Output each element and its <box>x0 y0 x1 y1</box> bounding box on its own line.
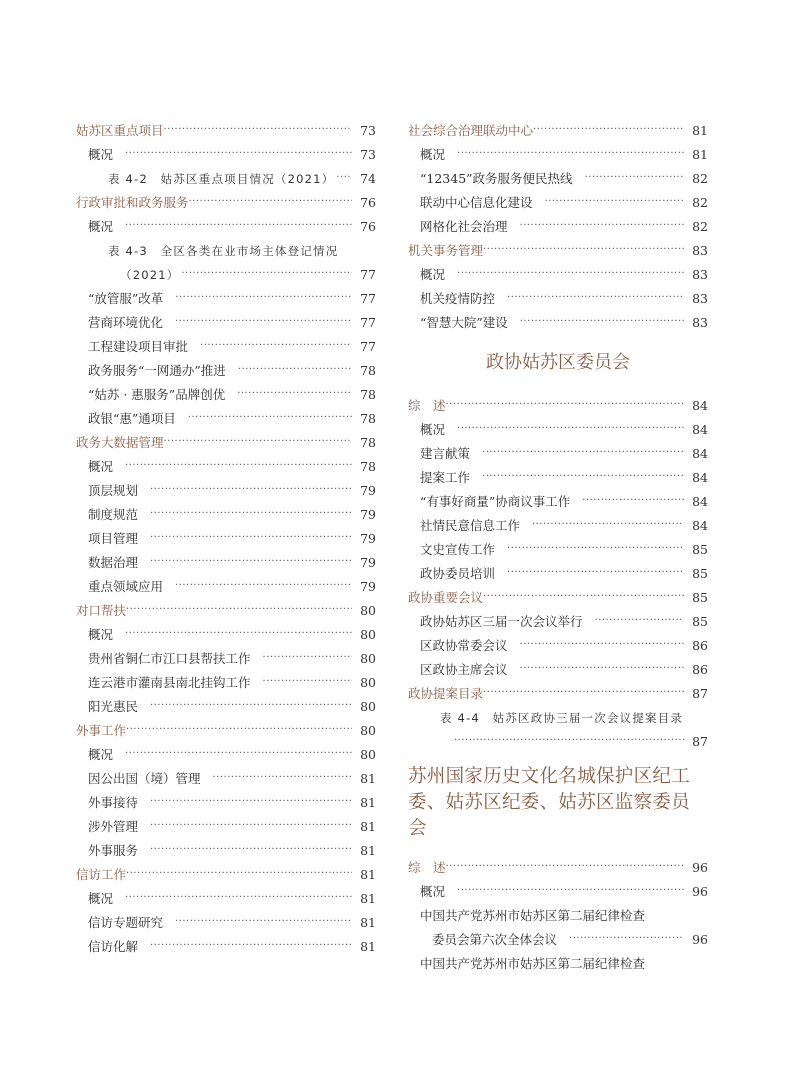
toc-left-column <box>76 119 376 959</box>
toc-entry-title: 重点领域应用 <box>88 579 164 594</box>
dot-leader <box>483 682 684 706</box>
toc-entry[interactable] <box>408 442 708 466</box>
toc-entry-page-number: 80 <box>360 675 376 690</box>
toc-entry-title: 信访专题研究 <box>88 915 164 930</box>
toc-entry-title: 数据治理 <box>88 555 139 570</box>
toc-entry[interactable] <box>408 263 708 287</box>
toc-entry-page-number: 77 <box>360 291 376 306</box>
toc-entry[interactable] <box>408 904 708 928</box>
toc-entry-title: 委员会第六次全体会议 <box>432 932 558 947</box>
toc-entry[interactable] <box>76 575 376 599</box>
toc-entry-page-number: 74 <box>360 171 376 186</box>
toc-entry[interactable] <box>76 551 376 575</box>
dot-leader <box>533 119 684 143</box>
toc-entry[interactable] <box>76 455 376 479</box>
dot-leader <box>150 839 352 863</box>
toc-entry[interactable] <box>408 466 708 490</box>
toc-entry-page-number: 86 <box>692 662 708 677</box>
toc-entry-title: 区政协主席会议 <box>420 662 508 677</box>
toc-entry-title: 信访化解 <box>88 939 139 954</box>
toc-entry-title: 概况 <box>420 267 446 282</box>
toc-section-entry[interactable] <box>76 191 376 215</box>
dot-leader <box>457 418 684 442</box>
toc-section-government-affairs <box>408 119 708 335</box>
toc-entry-page-number: 78 <box>360 363 376 378</box>
toc-section-entry[interactable] <box>408 586 708 610</box>
toc-entry-title: 综 述 <box>408 398 446 413</box>
dot-leader <box>238 359 352 383</box>
toc-entry-title: “12345”政务服务便民热线 <box>420 171 573 186</box>
dot-leader <box>175 287 352 311</box>
toc-entry[interactable] <box>408 191 708 215</box>
toc-entry[interactable] <box>408 418 708 442</box>
toc-entry-title: 信访工作 <box>76 867 127 882</box>
toc-entry-page-number: 77 <box>360 339 376 354</box>
dot-leader <box>446 856 684 880</box>
toc-entry[interactable] <box>76 335 376 359</box>
toc-entry-title: 网格化社会治理 <box>420 219 508 234</box>
dot-leader <box>150 551 352 575</box>
toc-entry-title: 政协姑苏区三届一次会议举行 <box>420 614 583 629</box>
toc-entry-title: 社会综合治理联动中心 <box>408 123 534 138</box>
toc-entry-page-number: 81 <box>360 843 376 858</box>
toc-entry-title: “姑苏 · 惠服务”品牌创优 <box>88 387 226 402</box>
dot-leader <box>520 311 684 335</box>
toc-entry-page-number: 78 <box>360 387 376 402</box>
dot-leader <box>336 167 352 191</box>
dot-leader <box>189 191 352 215</box>
dot-leader <box>595 610 684 634</box>
dot-leader <box>150 935 352 959</box>
dot-leader <box>126 863 352 887</box>
toc-entry-page-number: 76 <box>360 195 376 210</box>
toc-entry[interactable] <box>76 839 376 863</box>
dot-leader <box>125 623 352 647</box>
toc-entry[interactable] <box>408 215 708 239</box>
toc-entry[interactable] <box>76 935 376 959</box>
toc-entry[interactable] <box>408 311 708 335</box>
toc-entry-title: 概况 <box>88 459 114 474</box>
dot-leader <box>507 287 684 311</box>
toc-entry-page-number: 80 <box>360 603 376 618</box>
dot-leader <box>263 671 352 695</box>
toc-entry[interactable] <box>76 167 376 191</box>
toc-entry-page-number: 80 <box>360 747 376 762</box>
toc-entry-page-number: 77 <box>360 315 376 330</box>
toc-entry-page-number: 79 <box>360 555 376 570</box>
toc-entry-title: 贵州省铜仁市江口县帮扶工作 <box>88 651 251 666</box>
toc-entry-title: “放管服”改革 <box>88 291 164 306</box>
toc-section-entry[interactable] <box>76 863 376 887</box>
dot-leader <box>150 695 352 719</box>
toc-entry-page-number: 83 <box>692 315 708 330</box>
toc-entry-title: 建言献策 <box>420 446 471 461</box>
toc-entry[interactable] <box>76 143 376 167</box>
toc-section-entry[interactable] <box>76 719 376 743</box>
dot-leader <box>585 167 684 191</box>
toc-entry-page-number: 83 <box>692 243 708 258</box>
toc-entry[interactable] <box>408 143 708 167</box>
chapter-heading-cppcc: 政协姑苏区委员会 <box>486 352 630 373</box>
toc-entry[interactable] <box>76 743 376 767</box>
toc-entry-title: 政协重要会议 <box>408 590 484 605</box>
dot-leader <box>164 119 352 143</box>
toc-entry-title: 涉外管理 <box>88 819 139 834</box>
toc-entry-title: “有事好商量”协商议事工作 <box>420 494 571 509</box>
toc-entry-title: 阳光惠民 <box>88 699 139 714</box>
dot-leader <box>520 215 684 239</box>
toc-entry-title: 政银“惠”通项目 <box>88 411 176 426</box>
toc-entry-page-number: 73 <box>360 147 376 162</box>
toc-entry-title: 社情民意信息工作 <box>420 518 521 533</box>
toc-entry-page-number: 81 <box>360 771 376 786</box>
dot-leader <box>457 880 684 904</box>
toc-section-entry[interactable] <box>76 119 376 143</box>
dot-leader <box>175 575 352 599</box>
toc-entry[interactable] <box>76 503 376 527</box>
toc-entry[interactable] <box>76 623 376 647</box>
dot-leader <box>188 407 352 431</box>
toc-entry-page-number: 84 <box>692 422 708 437</box>
dot-leader <box>200 335 352 359</box>
toc-entry-page-number: 85 <box>692 566 708 581</box>
toc-entry-title: 文史宣传工作 <box>420 542 496 557</box>
toc-entry-page-number: 85 <box>692 542 708 557</box>
toc-entry-title: 政务服务“一网通办”推进 <box>88 363 226 378</box>
dot-leader <box>507 562 684 586</box>
toc-entry-page-number: 77 <box>360 267 376 282</box>
toc-entry[interactable] <box>76 695 376 719</box>
toc-entry-title: 对口帮扶 <box>76 603 127 618</box>
dot-leader <box>181 263 352 287</box>
toc-entry-title: 机关事务管理 <box>408 243 484 258</box>
toc-entry[interactable] <box>408 610 708 634</box>
dot-leader <box>237 383 352 407</box>
toc-section-entry[interactable] <box>408 119 708 143</box>
dot-leader <box>457 263 684 287</box>
toc-entry-title: 概况 <box>88 627 114 642</box>
toc-entry[interactable] <box>76 287 376 311</box>
chapter-heading-discipline-line1: 苏州国家历史文化名城保护区纪工 <box>408 766 691 787</box>
dot-leader <box>125 455 352 479</box>
dot-leader <box>126 599 352 623</box>
toc-entry-page-number: 81 <box>360 891 376 906</box>
dot-leader <box>520 658 684 682</box>
toc-entry-title: 概况 <box>88 147 114 162</box>
toc-entry-page-number: 83 <box>692 291 708 306</box>
toc-entry-page-number: 80 <box>360 651 376 666</box>
toc-entry[interactable] <box>408 880 708 904</box>
toc-entry-title: 表 4-3 全区各类在业市场主体登记情况 <box>108 244 339 258</box>
dot-leader <box>482 442 684 466</box>
chapter-heading-discipline <box>408 764 708 842</box>
dot-leader <box>446 394 684 418</box>
toc-entry-page-number: 81 <box>692 123 708 138</box>
toc-entry-page-number: 84 <box>692 518 708 533</box>
toc-entry-title: 概况 <box>88 891 114 906</box>
toc-entry-page-number: 81 <box>360 915 376 930</box>
toc-entry-page-number: 82 <box>692 195 708 210</box>
toc-entry[interactable] <box>76 671 376 695</box>
dot-leader <box>582 490 684 514</box>
toc-entry-title: 中国共产党苏州市姑苏区第二届纪律检查 <box>420 908 646 923</box>
dot-leader <box>150 527 352 551</box>
toc-entry-title: 概况 <box>420 422 446 437</box>
toc-entry-page-number: 87 <box>692 734 708 749</box>
toc-entry-title: 制度规范 <box>88 507 139 522</box>
toc-entry-title: 联动中心信息化建设 <box>420 195 533 210</box>
dot-leader <box>125 215 352 239</box>
dot-leader <box>545 191 684 215</box>
toc-entry[interactable] <box>76 215 376 239</box>
toc-entry[interactable] <box>408 730 708 754</box>
toc-entry-page-number: 79 <box>360 579 376 594</box>
toc-section-entry[interactable] <box>408 856 708 880</box>
toc-entry-page-number: 79 <box>360 483 376 498</box>
dot-leader <box>125 887 352 911</box>
toc-entry-title: 顶层规划 <box>88 483 139 498</box>
toc-entry-page-number: 81 <box>360 867 376 882</box>
toc-entry-title: 项目管理 <box>88 531 139 546</box>
dot-leader <box>125 743 352 767</box>
toc-entry-page-number: 84 <box>692 494 708 509</box>
toc-entry[interactable] <box>408 928 708 952</box>
dot-leader <box>150 479 352 503</box>
toc-entry[interactable] <box>76 383 376 407</box>
toc-entry-page-number: 84 <box>692 470 708 485</box>
dot-leader <box>520 634 684 658</box>
toc-entry-page-number: 73 <box>360 123 376 138</box>
toc-entry[interactable] <box>408 287 708 311</box>
toc-entry-page-number: 80 <box>360 723 376 738</box>
dot-leader <box>213 767 352 791</box>
toc-entry-title: 表 4-2 姑苏区重点项目情况（2021） <box>108 172 335 186</box>
toc-entry[interactable] <box>408 490 708 514</box>
dot-leader <box>482 466 684 490</box>
toc-entry[interactable] <box>76 767 376 791</box>
toc-entry-title: 提案工作 <box>420 470 471 485</box>
toc-entry-title: 行政审批和政务服务 <box>76 195 189 210</box>
toc-entry[interactable] <box>76 815 376 839</box>
toc-entry-page-number: 78 <box>360 459 376 474</box>
toc-entry-title: 表 4-4 姑苏区政协三届一次会议提案目录 <box>440 711 684 725</box>
toc-entry-title: 姑苏区重点项目 <box>76 123 164 138</box>
toc-entry-title: 因公出国（境）管理 <box>88 771 201 786</box>
toc-entry-page-number: 96 <box>692 860 708 875</box>
toc-entry[interactable] <box>408 514 708 538</box>
toc-section-entry[interactable] <box>408 394 708 418</box>
toc-entry-page-number: 82 <box>692 219 708 234</box>
toc-entry-page-number: 85 <box>692 590 708 605</box>
dot-leader <box>164 431 352 455</box>
toc-entry-title: （2021） <box>120 268 180 282</box>
toc-entry-title: “智慧大院”建设 <box>420 315 508 330</box>
toc-entry-title: 连云港市灌南县南北挂钩工作 <box>88 675 251 690</box>
toc-section-entry[interactable] <box>76 431 376 455</box>
dot-leader <box>263 647 352 671</box>
toc-entry[interactable] <box>76 911 376 935</box>
toc-entry-title: 综 述 <box>408 860 446 875</box>
dot-leader <box>150 815 352 839</box>
toc-entry-page-number: 78 <box>360 435 376 450</box>
dot-leader <box>150 791 352 815</box>
toc-entry-page-number: 96 <box>692 884 708 899</box>
toc-entry-page-number: 83 <box>692 267 708 282</box>
toc-entry[interactable] <box>76 263 376 287</box>
toc-entry-page-number: 84 <box>692 398 708 413</box>
dot-leader <box>483 586 684 610</box>
toc-entry[interactable] <box>76 407 376 431</box>
dot-leader <box>569 928 684 952</box>
toc-entry-page-number: 87 <box>692 686 708 701</box>
dot-leader <box>150 503 352 527</box>
toc-entry[interactable] <box>408 658 708 682</box>
dot-leader <box>457 143 684 167</box>
toc-entry-title: 政务大数据管理 <box>76 435 164 450</box>
toc-entry-page-number: 85 <box>692 614 708 629</box>
toc-section-discipline <box>408 856 708 976</box>
toc-entry-page-number: 86 <box>692 638 708 653</box>
dot-leader <box>454 730 684 754</box>
toc-entry[interactable] <box>408 562 708 586</box>
toc-entry-title: 工程建设项目审批 <box>88 339 189 354</box>
toc-entry[interactable] <box>76 791 376 815</box>
toc-entry[interactable] <box>76 647 376 671</box>
toc-entry-title: 营商环境优化 <box>88 315 164 330</box>
toc-entry-title: 中国共产党苏州市姑苏区第二届纪律检查 <box>420 956 646 971</box>
dot-leader <box>175 911 352 935</box>
toc-right-column <box>408 119 708 976</box>
toc-entry-page-number: 79 <box>360 531 376 546</box>
toc-entry-title: 概况 <box>420 147 446 162</box>
toc-entry-page-number: 84 <box>692 446 708 461</box>
chapter-heading-discipline-line2: 委、姑苏区纪委、姑苏区监察委员会 <box>408 792 691 839</box>
toc-entry[interactable] <box>408 952 708 976</box>
toc-entry[interactable] <box>76 359 376 383</box>
toc-entry-title: 外事工作 <box>76 723 127 738</box>
toc-entry-page-number: 82 <box>692 171 708 186</box>
toc-entry[interactable] <box>76 479 376 503</box>
toc-entry-page-number: 81 <box>692 147 708 162</box>
toc-entry[interactable] <box>76 239 376 263</box>
toc-entry[interactable] <box>408 706 708 730</box>
toc-entry-title: 概况 <box>88 747 114 762</box>
toc-entry-title: 区政协常委会议 <box>420 638 508 653</box>
dot-leader <box>125 143 352 167</box>
toc-entry-title: 外事接待 <box>88 795 139 810</box>
toc-entry-page-number: 80 <box>360 699 376 714</box>
toc-entry[interactable] <box>76 311 376 335</box>
toc-entry[interactable] <box>76 887 376 911</box>
toc-entry-page-number: 96 <box>692 932 708 947</box>
toc-entry-page-number: 79 <box>360 507 376 522</box>
toc-entry[interactable] <box>408 634 708 658</box>
toc-section-entry[interactable] <box>408 239 708 263</box>
toc-entry-page-number: 81 <box>360 819 376 834</box>
dot-leader <box>175 311 352 335</box>
toc-section-entry[interactable] <box>76 599 376 623</box>
toc-entry-title: 外事服务 <box>88 843 139 858</box>
dot-leader <box>483 239 684 263</box>
toc-entry[interactable] <box>408 538 708 562</box>
toc-entry-title: 政协提案目录 <box>408 686 484 701</box>
toc-section-cppcc <box>408 394 708 754</box>
toc-entry-title: 概况 <box>420 884 446 899</box>
toc-entry[interactable] <box>408 167 708 191</box>
toc-entry-title: 政协委员培训 <box>420 566 496 581</box>
toc-entry-page-number: 81 <box>360 795 376 810</box>
toc-entry-page-number: 81 <box>360 939 376 954</box>
toc-section-entry[interactable] <box>408 682 708 706</box>
toc-entry-page-number: 78 <box>360 411 376 426</box>
toc-entry-title: 概况 <box>88 219 114 234</box>
toc-entry-title: 机关疫情防控 <box>420 291 496 306</box>
toc-entry[interactable] <box>76 527 376 551</box>
toc-entry-page-number: 76 <box>360 219 376 234</box>
dot-leader <box>507 538 684 562</box>
toc-entry-page-number: 80 <box>360 627 376 642</box>
dot-leader <box>126 719 352 743</box>
dot-leader <box>532 514 684 538</box>
